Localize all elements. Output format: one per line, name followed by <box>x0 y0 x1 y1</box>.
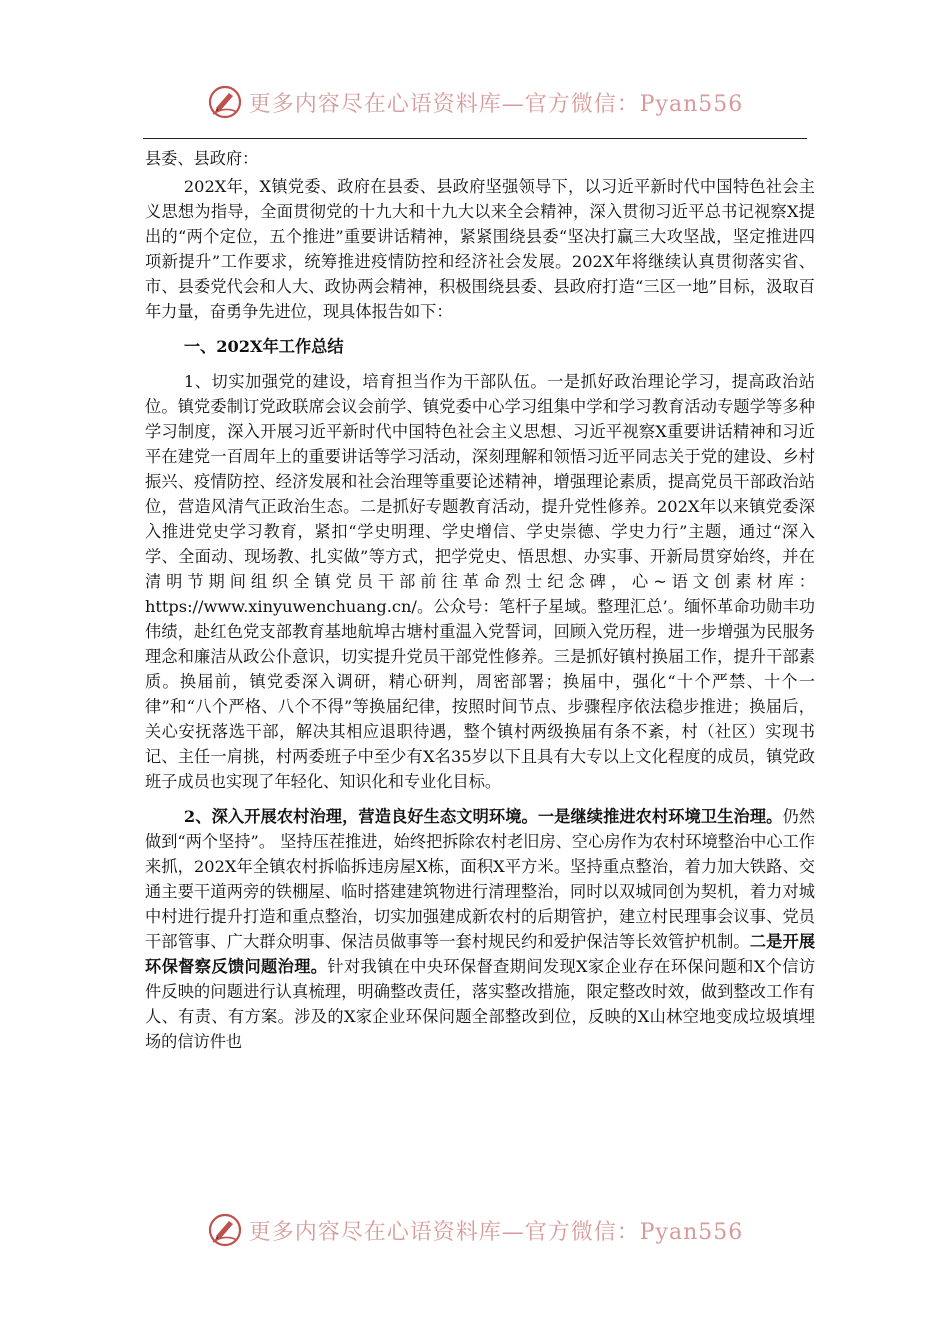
pen-logo-icon <box>207 84 243 120</box>
section-heading: 一、202X年工作总结 <box>183 337 344 356</box>
watermark-text-bottom: 更多内容尽在心语资料库—官方微信：Pyan556 <box>248 1219 744 1245</box>
document-body <box>145 146 815 1054</box>
pen-logo-icon <box>207 1212 243 1248</box>
watermark-text: 更多内容尽在心语资料库—官方微信：Pyan556 <box>248 91 744 117</box>
paragraph-party-building: 1、切实加强党的建设，培育担当作为干部队伍。一是抓好政治理论学习，提高政治站位。镇党委制订党政联席会议会前学、镇党委中心学习组集中学和学习教育活动专题学等多种学习制度，深入开展习近平新时代中国特色社会主义思想、习近平视察X重要讲话精神和习近平在建党一百周年上的重要讲话等学习活动，深刻理解和领悟习近平同志关于党的建设、乡村振兴、疫情防控、经济发展和社会治理等重要论述精神，增强理论素质，提高党员干部政治站位，营造风清气正政治生态。二是抓好专题教育活动，提升党性修养。202X年以来镇党委深入推进党史学习教育，紧扣“学史明理、学史增信、学史崇德、学史力行”主题，通过“深入学、全面动、现场教、扎实做”等方式，把学党史、悟思想、办实事、开新局贯穿始终，并在清明节期间组织全镇党员干部前往革命烈士纪念碑，心~语文创素材库：https://www.xinyuwenchuang.cn/。公众号：笔杆子星域。整理汇总’。缅怀革命功勋丰功伟绩，赴红色党支部教育基地航埠古塘村重温入党誓词，回顾入党历程，进一步增强为民服务理念和廉洁从政公仆意识，切实提升党员干部党性修养。三是抓好镇村换届工作，提升干部素质。换届前，镇党委深入调研，精心研判，周密部署；换届中，强化“十个严禁、十个一律”和“八个严格、八个不得”等换届纪律，按照时间节点、步骤程序依法稳步推进；换届后，关心安抚落选干部，解决其相应退职待遇，整个镇村两级换届有条不紊，村（社区）实现书记、主任一肩挑，村两委班子中至少有X名35岁以下且具有大专以上文化程度的成员，镇党政班子成员也实现了年轻化、知识化和专业化目标。 <box>145 372 815 791</box>
header-divider <box>143 138 807 139</box>
watermark-banner-top <box>0 80 950 124</box>
para2-body-1: 仍然做到“两个坚持”。 坚持压茬推进，始终把拆除农村老旧房、空心房作为农村环境整治中心工作来抓，202X年全镇农村拆临拆违房屋X栋，面积X平方米。坚持重点整治，着力加大铁路、交通主要干道两旁的铁棚屋、临时搭建建筑物进行清理整治，同时以双城同创为契机，着力对城中村进行提升打造和重点整治，切实加强建成新农村的后期管护，建立村民理事会议事、党员干部管事、广大群众明事、保洁员做事等一套村规民约和爱护保洁等长效管护机制。 <box>145 807 815 951</box>
intro-paragraph: 202X年，X镇党委、政府在县委、县政府坚强领导下，以习近平新时代中国特色社会主义思想为指导，全面贯彻党的十九大和十九大以来全会精神，深入贯彻习近平总书记视察X提出的“两个定位，五个推进”重要讲话精神，紧紧围绕县委“坚决打赢三大攻坚战，坚定推进四项新提升”工作要求，统筹推进疫情防控和经济社会发展。202X年将继续认真贯彻落实省、市、县委党代会和人大、政协两会精神，积极围绕县委、县政府打造“三区一地”目标，汲取百年力量，奋勇争先进位，现具体报告如下： <box>145 177 815 321</box>
para2-body-2: 针对我镇在中央环保督查期间发现X家企业存在环保问题和X个信访件反映的问题进行认真梳理，明确整改责任，落实整改措施，限定整改时效，做到整改工作有人、有责、有方案。涉及的X家企业环保问题全部整改到位，反映的X山林空地变成垃圾填埋场的信访件也 <box>145 957 816 1051</box>
greeting: 县委、县政府： <box>145 149 259 168</box>
para2-lead-heading: 2、深入开展农村治理，营造良好生态文明环境。一是继续推进农村环境卫生治理。 <box>183 807 783 826</box>
para2-sub-heading: 二是开展环保督察反馈问题治理。 <box>145 932 816 976</box>
paragraph-rural-governance <box>145 804 815 1054</box>
watermark-banner-bottom <box>0 1208 950 1252</box>
